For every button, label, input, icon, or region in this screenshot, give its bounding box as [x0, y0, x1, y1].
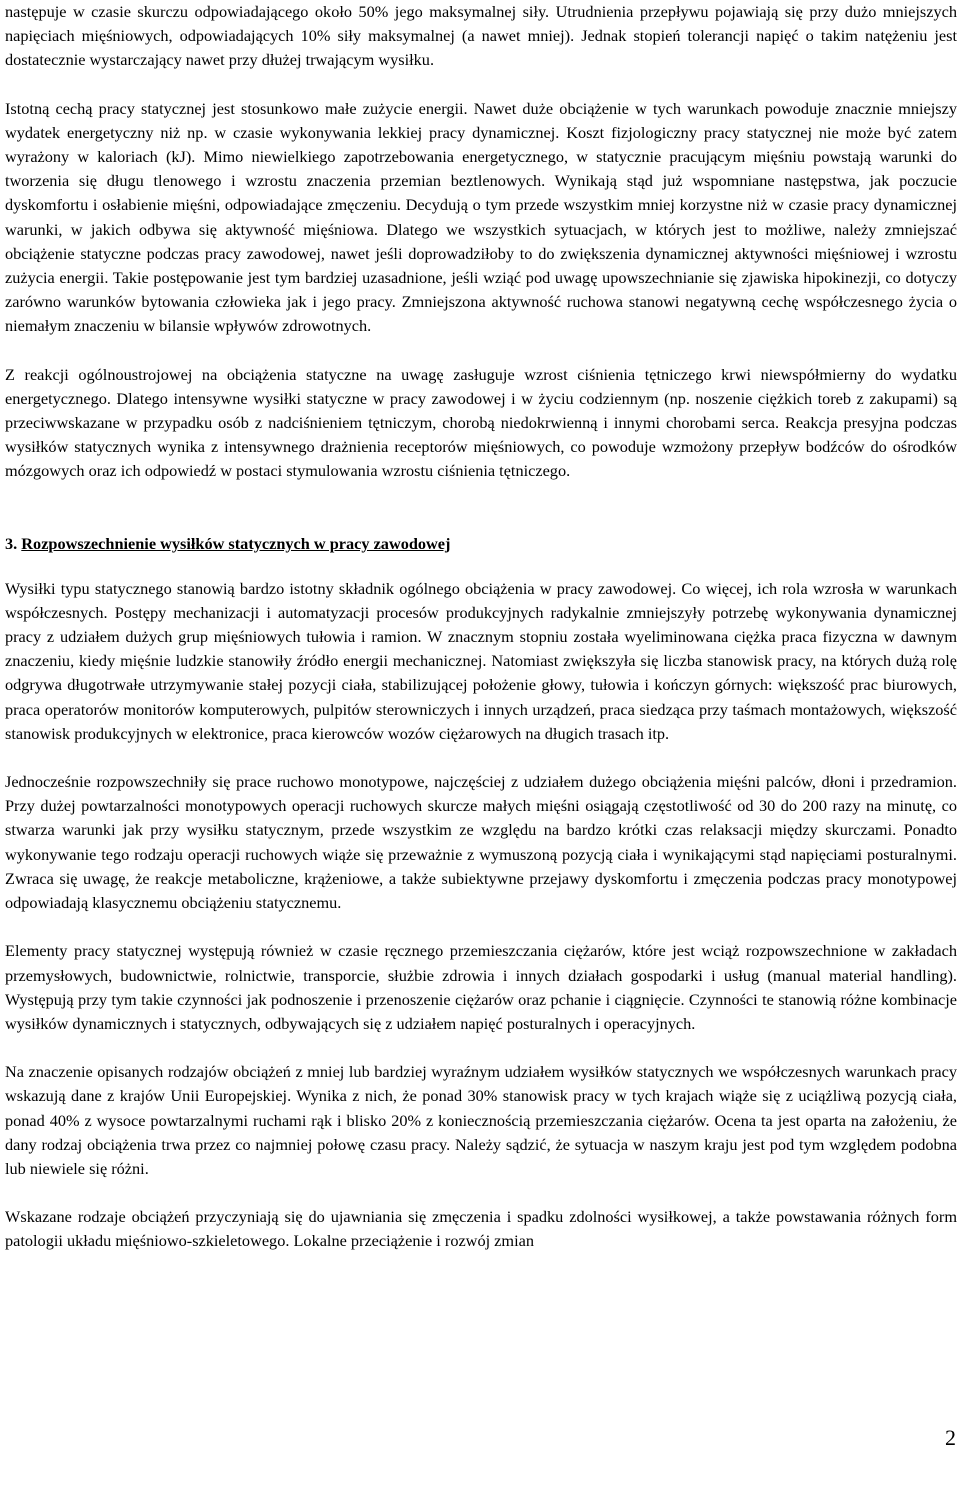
paragraph: Wskazane rodzaje obciążeń przyczyniają się do ujawniania się zmęczenia i spadku zdolności wysiłkowej, a także powstawania różnych form patologii układu mięśniowo-szkieletowego. Lokalne przeciążenie i rozwój zmian [5, 1207, 957, 1251]
body-text-top [5, 0, 957, 484]
page-number: 2 [945, 1425, 956, 1450]
paragraph: następuje w czasie skurczu odpowiadającego około 50% jego maksymalnej siły. Utrudnienia przepływu pojawiają się przy dużo mniejszych napięciach mięśniowych, odpowiadających 10% siły maksymalnej (a nawet mniej). Jednak stopień tolerancji napięć o takim natężeniu jest dostatecznie wystarczający nawet przy dłużej trwającym wysiłku. [5, 2, 957, 70]
paragraph: Elementy pracy statycznej występują również w czasie ręcznego przemieszczania ciężarów, które jest wciąż rozpowszechnione w zakładach przemysłowych, budownictwie, rolnictwie, transporcie, służbie zdrowia i innych działach gospodarki i usług (manual material handling). Występują przy tym takie czynności jak podnoszenie i przenoszenie ciężarów oraz pchanie i ciągnięcie. Czynności te stanowią różne kombinacje wysiłków dynamicznych i statycznych, odbywających się z udziałem napięć posturalnych i operacyjnych. [5, 941, 957, 1033]
paragraph: Jednocześnie rozpowszechniły się prace ruchowo monotypowe, najczęściej z udziałem dużego obciążenia mięśni palców, dłoni i przedramion. Przy dużej powtarzalności monotypowych operacji ruchowych skurcze małych mięśni osiągają częstotliwość od 30 do 200 razy na minutę, co stwarza warunki jak przy wysiłku statycznym, przede wszystkim ze względu na bardzo krótki czas relaksacji między skurczami. Ponadto wykonywanie tego rodzaju operacji ruchowych wiąże się przeważnie z wymuszoną pozycją ciała i wynikającymi stąd napięciami posturalnymi. Zwraca się uwagę, że reakcje metaboliczne, krążeniowe, a także subiektywne przejawy dyskomfortu i zmęczenia podczas pracy monotypowej odpowiadają klasycznemu obciążeniu statycznemu. [5, 772, 957, 913]
paragraph: Istotną cechą pracy statycznej jest stosunkowo małe zużycie energii. Nawet duże obciążenie w tych warunkach powoduje znacznie mniejszy wydatek energetyczny niż np. w czasie wykonywania lekkiej pracy dynamicznej. Koszt fizjologiczny pracy statycznej nie może być zatem wyrażony w kaloriach (kJ). Mimo niewielkiego zapotrzebowania energetycznego, w statycznie pracującym mięśniu powstają warunki do tworzenia się długu tlenowego i wzrostu znaczenia przemian beztlenowych. Wynikają stąd już wspomniane następstwa, jak poczucie dyskomfortu i osłabienie mięśni, odpowiadające zmęczeniu. Decydują o tym przede wszystkim mniej korzystne niż w czasie pracy dynamicznej warunki, w jakich odbywa się aktywność mięśniowa. Dlatego we wszystkich sytuacjach, w których jest to możliwe, należy zmniejszać obciążenie statyczne podczas pracy zawodowej, nawet jeśli doprowadziłoby to do zwiększenia dynamicznej aktywności mięśniowej i wzrostu zużycia energii. Takie postępowanie jest tym bardziej uzasadnione, jeśli wziąć pod uwagę upowszechnianie się zjawiska hipokinezji, co dotyczy zarówno warunków bytowania człowieka jak i jego pracy. Zmniejszona aktywność ruchowa stanowi negatywną cechę współczesnego życia o niemałym znaczeniu w bilansie wpływów zdrowotnych. [5, 98, 957, 336]
paragraph: Z reakcji ogólnoustrojowej na obciążenia statyczne na uwagę zasługuje wzrost ciśnienia tętniczego krwi niewspółmierny do wydatku energetycznego. Dlatego intensywne wysiłki statyczne w pracy zawodowej i w życiu codziennym (np. noszenie ciężkich toreb z zakupami) są przeciwwskazane w przypadku osób z nadciśnieniem tętniczym, chorobą niedokrwienną i innymi chorobami serca. Reakcja presyjna podczas wysiłków statycznych wynika z intensywnego drażnienia receptorów mięśniowych, co powoduje wzmożony przepływ bodźców do ośrodków mózgowych oraz ich odpowiedź w postaci stymulowania wzrostu ciśnienia tętniczego. [5, 364, 957, 481]
section-heading [5, 532, 957, 556]
document-page [5, 0, 957, 1254]
body-text-bottom [5, 577, 957, 1254]
paragraph: Wysiłki typu statycznego stanowią bardzo istotny składnik ogólnego obciążenia w pracy zawodowej. Co więcej, ich rola wzrosła w warunkach współczesnych. Postępy mechanizacji i automatyzacji procesów produkcyjnych radykalnie zmniejszyły potrzebę wykonywania dynamicznej pracy z udziałem dużych grup mięśniowych tułowia i ramion. W znacznym stopniu została wyeliminowana ciężka praca fizyczna w dawnym znaczeniu, kiedy mięśnie ludzkie stanowiły źródło energii mechanicznej. Natomiast zwiększyła się liczba stanowisk pracy, na których dużą rolę odgrywa długotrwałe utrzymywanie stałej pozycji ciała, stabilizującej położenie głowy, tułowia i kończyn górnych: większość prac biurowych, praca operatorów monitorów komputerowych, pulpitów sterowniczych i innych urządzeń, praca siedząca przy taśmach montażowych, większość stanowisk produkcyjnych w elektronice, praca kierowców wozów ciężarowych na długich trasach itp. [5, 578, 957, 743]
section-number: 3. [5, 533, 18, 553]
paragraph: Na znaczenie opisanych rodzajów obciążeń z mniej lub bardziej wyraźnym udziałem wysiłków statycznych we współczesnych warunkach pracy wskazują dane z krajów Unii Europejskiej. Wynika z nich, że ponad 30% stanowisk pracy w tych krajach wiąże się z uciążliwą pozycją ciała, ponad 40% z wysoce powtarzalnymi ruchami rąk i blisko 20% z koniecznością przemieszczania ciężarów. Ocena ta jest oparta na założeniu, że dany rodzaj obciążenia trwa przez co najmniej połowę czasu pracy. Należy sądzić, że sytuacja w naszym kraju jest pod tym względem podobna lub niewiele się różni. [5, 1062, 957, 1178]
section-title: Rozpowszechnienie wysiłków statycznych w pracy zawodowej [21, 533, 451, 553]
